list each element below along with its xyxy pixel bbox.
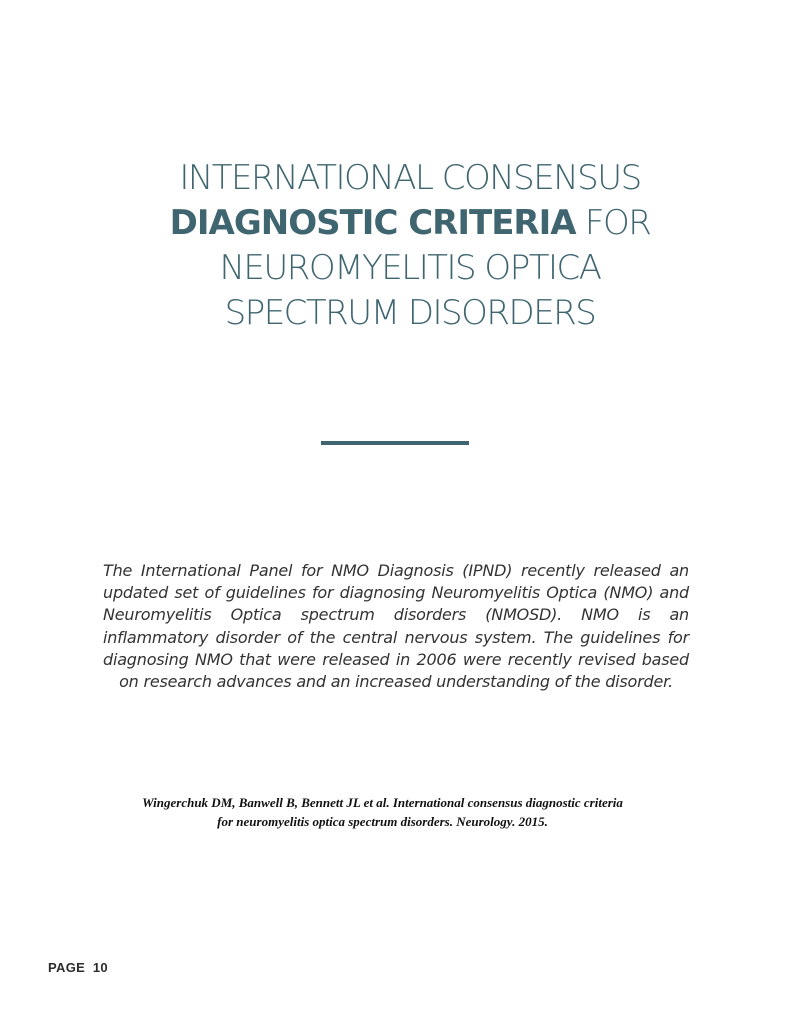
page-title [100, 156, 720, 336]
citation-line-1: Wingerchuk DM, Banwell B, Bennett JL et al. International consensus diagnostic criteria [142, 795, 623, 810]
citation-line-2: for neuromyelitis optica spectrum disorders. Neurology. 2015. [217, 814, 548, 829]
title-line-1: INTERNATIONAL CONSENSUS [179, 158, 641, 198]
title-line-3: NEUROMYELITIS OPTICA [219, 248, 601, 288]
title-emphasis: DIAGNOSTIC CRITERIA [169, 203, 576, 243]
page-number: PAGE 10 [48, 960, 108, 975]
title-divider [321, 441, 469, 445]
title-line-4: SPECTRUM DISORDERS [224, 293, 596, 333]
citation [100, 793, 665, 831]
title-line-2-rest: FOR [575, 203, 651, 243]
intro-paragraph: The International Panel for NMO Diagnosis (IPND) recently released an updated set of guidelines for diagnosing Neuromyelitis Optica (NMO) and Neuromyelitis Optica spectrum disorders (NMOSD). NMO is an inflammatory disorder of the central nervous system. The guidelines for diagnosing NMO that were released in 2006 were recently revised based on research advances and an increased understanding of the disorder. [103, 561, 689, 692]
title-line-2 [100, 201, 720, 246]
